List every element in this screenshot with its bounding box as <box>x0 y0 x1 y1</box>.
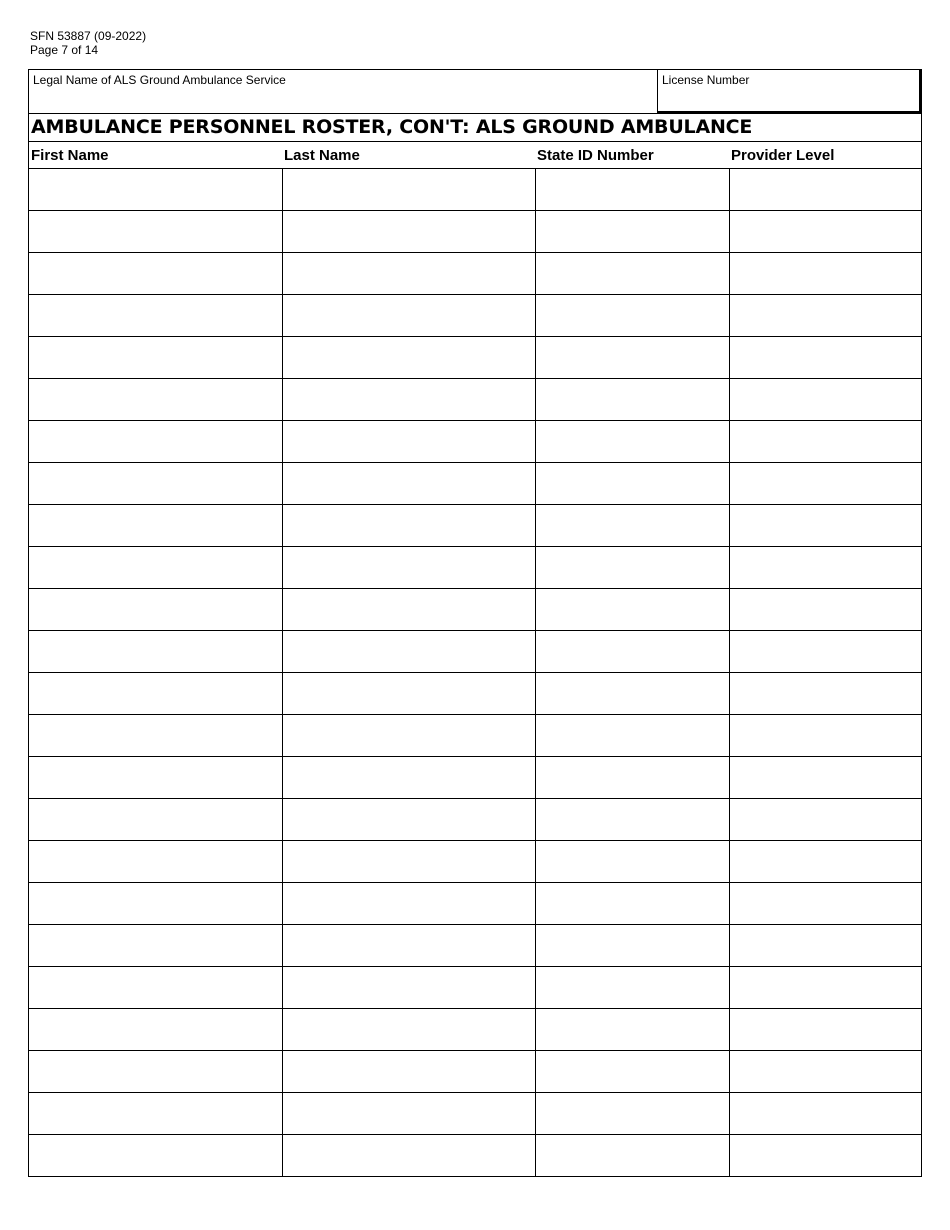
first-name-input[interactable] <box>29 757 282 798</box>
state-id-input[interactable] <box>536 421 729 462</box>
last-name-input[interactable] <box>283 547 535 588</box>
roster-cell-last-name[interactable] <box>282 799 535 841</box>
roster-cell-last-name[interactable] <box>282 505 535 547</box>
table-row <box>29 211 921 253</box>
last-name-input[interactable] <box>283 631 535 672</box>
roster-cell-state-id[interactable] <box>535 1009 729 1051</box>
service-info-row <box>29 70 921 114</box>
roster-cell-first-name[interactable] <box>29 295 282 337</box>
roster-cell-provider-level[interactable] <box>729 1009 921 1051</box>
last-name-input[interactable] <box>283 589 535 630</box>
state-id-input[interactable] <box>536 1051 729 1092</box>
last-name-input[interactable] <box>283 967 535 1008</box>
roster-cell-first-name[interactable] <box>29 631 282 673</box>
roster-cell-last-name[interactable] <box>282 883 535 925</box>
roster-cell-last-name[interactable] <box>282 1135 535 1177</box>
roster-cell-provider-level[interactable] <box>729 589 921 631</box>
roster-cell-first-name[interactable] <box>29 547 282 589</box>
roster-cell-last-name[interactable] <box>282 1051 535 1093</box>
provider-level-input[interactable] <box>730 295 922 336</box>
roster-cell-provider-level[interactable] <box>729 757 921 799</box>
roster-cell-first-name[interactable] <box>29 841 282 883</box>
state-id-input[interactable] <box>536 673 729 714</box>
roster-cell-provider-level[interactable] <box>729 1135 921 1177</box>
roster-cell-provider-level[interactable] <box>729 169 921 211</box>
roster-cell-last-name[interactable] <box>282 715 535 757</box>
roster-cell-last-name[interactable] <box>282 379 535 421</box>
roster-cell-state-id[interactable] <box>535 841 729 883</box>
last-name-input[interactable] <box>283 841 535 882</box>
roster-cell-last-name[interactable] <box>282 673 535 715</box>
first-name-input[interactable] <box>29 967 282 1008</box>
roster-cell-last-name[interactable] <box>282 463 535 505</box>
license-number-input[interactable] <box>662 89 919 109</box>
roster-cell-last-name[interactable] <box>282 757 535 799</box>
roster-cell-first-name[interactable] <box>29 589 282 631</box>
state-id-input[interactable] <box>536 799 729 840</box>
first-name-input[interactable] <box>29 799 282 840</box>
state-id-input[interactable] <box>536 967 729 1008</box>
roster-cell-state-id[interactable] <box>535 463 729 505</box>
first-name-input[interactable] <box>29 421 282 462</box>
first-name-input[interactable] <box>29 211 282 252</box>
roster-cell-provider-level[interactable] <box>729 379 921 421</box>
provider-level-input[interactable] <box>730 337 922 378</box>
roster-cell-state-id[interactable] <box>535 673 729 715</box>
provider-level-input[interactable] <box>730 883 922 924</box>
first-name-input[interactable] <box>29 379 282 420</box>
first-name-input[interactable] <box>29 547 282 588</box>
last-name-input[interactable] <box>283 337 535 378</box>
state-id-input[interactable] <box>536 1093 729 1134</box>
provider-level-input[interactable] <box>730 211 922 252</box>
table-row <box>29 673 921 715</box>
roster-cell-first-name[interactable] <box>29 169 282 211</box>
roster-cell-first-name[interactable] <box>29 337 282 379</box>
last-name-input[interactable] <box>283 1093 535 1134</box>
provider-level-input[interactable] <box>730 757 922 798</box>
roster-cell-state-id[interactable] <box>535 1051 729 1093</box>
last-name-input[interactable] <box>283 715 535 756</box>
provider-level-input[interactable] <box>730 505 922 546</box>
roster-cell-provider-level[interactable] <box>729 925 921 967</box>
state-id-input[interactable] <box>536 1009 729 1050</box>
state-id-input[interactable] <box>536 589 729 630</box>
table-row <box>29 589 921 631</box>
legal-name-field[interactable] <box>29 70 658 113</box>
state-id-input[interactable] <box>536 505 729 546</box>
last-name-input[interactable] <box>283 799 535 840</box>
roster-cell-state-id[interactable] <box>535 211 729 253</box>
roster-cell-first-name[interactable] <box>29 211 282 253</box>
roster-cell-provider-level[interactable] <box>729 421 921 463</box>
roster-cell-state-id[interactable] <box>535 799 729 841</box>
roster-cell-first-name[interactable] <box>29 463 282 505</box>
roster-cell-state-id[interactable] <box>535 169 729 211</box>
roster-cell-provider-level[interactable] <box>729 253 921 295</box>
roster-cell-state-id[interactable] <box>535 505 729 547</box>
last-name-input[interactable] <box>283 1051 535 1092</box>
roster-cell-first-name[interactable] <box>29 883 282 925</box>
provider-level-input[interactable] <box>730 1135 922 1176</box>
legal-name-input[interactable] <box>33 89 657 109</box>
roster-cell-provider-level[interactable] <box>729 673 921 715</box>
provider-level-input[interactable] <box>730 463 922 504</box>
state-id-input[interactable] <box>536 169 729 210</box>
state-id-input[interactable] <box>536 463 729 504</box>
roster-cell-provider-level[interactable] <box>729 295 921 337</box>
roster-cell-last-name[interactable] <box>282 631 535 673</box>
last-name-input[interactable] <box>283 463 535 504</box>
last-name-input[interactable] <box>283 757 535 798</box>
roster-cell-provider-level[interactable] <box>729 841 921 883</box>
roster-cell-state-id[interactable] <box>535 337 729 379</box>
roster-cell-last-name[interactable] <box>282 295 535 337</box>
first-name-input[interactable] <box>29 841 282 882</box>
roster-header-row <box>29 142 921 169</box>
roster-cell-state-id[interactable] <box>535 757 729 799</box>
table-row <box>29 715 921 757</box>
roster-cell-last-name[interactable] <box>282 169 535 211</box>
roster-cell-provider-level[interactable] <box>729 1093 921 1135</box>
provider-level-input[interactable] <box>730 631 922 672</box>
last-name-input[interactable] <box>283 1009 535 1050</box>
first-name-input[interactable] <box>29 1051 282 1092</box>
roster-cell-last-name[interactable] <box>282 337 535 379</box>
table-row <box>29 925 921 967</box>
roster-cell-provider-level[interactable] <box>729 211 921 253</box>
roster-cell-provider-level[interactable] <box>729 799 921 841</box>
roster-cell-first-name[interactable] <box>29 673 282 715</box>
table-row <box>29 1051 921 1093</box>
roster-cell-state-id[interactable] <box>535 631 729 673</box>
provider-level-input[interactable] <box>730 799 922 840</box>
state-id-input[interactable] <box>536 715 729 756</box>
first-name-input[interactable] <box>29 631 282 672</box>
state-id-input[interactable] <box>536 925 729 966</box>
provider-level-input[interactable] <box>730 253 922 294</box>
provider-level-input[interactable] <box>730 1051 922 1092</box>
first-name-input[interactable] <box>29 169 282 210</box>
roster-cell-first-name[interactable] <box>29 799 282 841</box>
last-name-input[interactable] <box>283 673 535 714</box>
column-header-last-name: Last Name <box>282 142 535 169</box>
roster-cell-first-name[interactable] <box>29 715 282 757</box>
state-id-input[interactable] <box>536 295 729 336</box>
roster-cell-provider-level[interactable] <box>729 337 921 379</box>
state-id-input[interactable] <box>536 631 729 672</box>
roster-cell-last-name[interactable] <box>282 421 535 463</box>
roster-cell-state-id[interactable] <box>535 883 729 925</box>
roster-cell-state-id[interactable] <box>535 1093 729 1135</box>
roster-cell-provider-level[interactable] <box>729 883 921 925</box>
table-row <box>29 505 921 547</box>
provider-level-input[interactable] <box>730 841 922 882</box>
first-name-input[interactable] <box>29 337 282 378</box>
table-row <box>29 421 921 463</box>
section-title: AMBULANCE PERSONNEL ROSTER, CON'T: ALS GROUND AMBULANCE <box>29 114 921 142</box>
provider-level-input[interactable] <box>730 967 922 1008</box>
roster-cell-first-name[interactable] <box>29 505 282 547</box>
column-header-first-name: First Name <box>29 142 282 169</box>
roster-cell-state-id[interactable] <box>535 925 729 967</box>
first-name-input[interactable] <box>29 673 282 714</box>
roster-cell-state-id[interactable] <box>535 715 729 757</box>
table-row <box>29 631 921 673</box>
state-id-input[interactable] <box>536 253 729 294</box>
state-id-input[interactable] <box>536 1135 729 1176</box>
roster-cell-first-name[interactable] <box>29 1009 282 1051</box>
table-row <box>29 883 921 925</box>
table-row <box>29 1135 921 1177</box>
last-name-input[interactable] <box>283 253 535 294</box>
provider-level-input[interactable] <box>730 673 922 714</box>
state-id-input[interactable] <box>536 547 729 588</box>
table-row <box>29 547 921 589</box>
roster-cell-last-name[interactable] <box>282 253 535 295</box>
roster-cell-first-name[interactable] <box>29 421 282 463</box>
last-name-input[interactable] <box>283 505 535 546</box>
state-id-input[interactable] <box>536 757 729 798</box>
table-row <box>29 295 921 337</box>
first-name-input[interactable] <box>29 925 282 966</box>
state-id-input[interactable] <box>536 841 729 882</box>
license-number-field[interactable] <box>658 70 921 113</box>
provider-level-input[interactable] <box>730 169 922 210</box>
roster-cell-state-id[interactable] <box>535 547 729 589</box>
last-name-input[interactable] <box>283 421 535 462</box>
roster-cell-state-id[interactable] <box>535 589 729 631</box>
first-name-input[interactable] <box>29 1135 282 1176</box>
roster-cell-first-name[interactable] <box>29 1093 282 1135</box>
roster-cell-last-name[interactable] <box>282 925 535 967</box>
provider-level-input[interactable] <box>730 925 922 966</box>
roster-cell-first-name[interactable] <box>29 1135 282 1177</box>
table-row <box>29 337 921 379</box>
last-name-input[interactable] <box>283 925 535 966</box>
roster-cell-state-id[interactable] <box>535 253 729 295</box>
table-row <box>29 1093 921 1135</box>
roster-cell-state-id[interactable] <box>535 1135 729 1177</box>
column-header-state-id: State ID Number <box>535 142 729 169</box>
roster-cell-last-name[interactable] <box>282 547 535 589</box>
roster-cell-first-name[interactable] <box>29 757 282 799</box>
roster-cell-provider-level[interactable] <box>729 631 921 673</box>
form-id: SFN 53887 (09-2022) <box>30 29 147 43</box>
table-row <box>29 169 921 211</box>
provider-level-input[interactable] <box>730 1009 922 1050</box>
roster-cell-provider-level[interactable] <box>729 505 921 547</box>
roster-cell-last-name[interactable] <box>282 211 535 253</box>
provider-level-input[interactable] <box>730 1093 922 1134</box>
column-header-provider-level: Provider Level <box>729 142 921 169</box>
provider-level-input[interactable] <box>730 715 922 756</box>
first-name-input[interactable] <box>29 589 282 630</box>
last-name-input[interactable] <box>283 379 535 420</box>
roster-cell-last-name[interactable] <box>282 1009 535 1051</box>
roster-cell-first-name[interactable] <box>29 967 282 1009</box>
table-row <box>29 379 921 421</box>
first-name-input[interactable] <box>29 1009 282 1050</box>
last-name-input[interactable] <box>283 1135 535 1176</box>
first-name-input[interactable] <box>29 883 282 924</box>
last-name-input[interactable] <box>283 211 535 252</box>
provider-level-input[interactable] <box>730 547 922 588</box>
license-number-label: License Number <box>662 73 750 87</box>
roster-cell-provider-level[interactable] <box>729 715 921 757</box>
table-row <box>29 799 921 841</box>
state-id-input[interactable] <box>536 337 729 378</box>
roster-cell-state-id[interactable] <box>535 295 729 337</box>
roster-cell-last-name[interactable] <box>282 841 535 883</box>
first-name-input[interactable] <box>29 715 282 756</box>
page-number: Page 7 of 14 <box>30 43 99 57</box>
first-name-input[interactable] <box>29 295 282 336</box>
last-name-input[interactable] <box>283 295 535 336</box>
first-name-input[interactable] <box>29 463 282 504</box>
state-id-input[interactable] <box>536 211 729 252</box>
table-row <box>29 967 921 1009</box>
state-id-input[interactable] <box>536 379 729 420</box>
roster-body <box>29 169 921 1177</box>
roster-cell-last-name[interactable] <box>282 589 535 631</box>
roster-form <box>28 69 922 1177</box>
table-row <box>29 253 921 295</box>
provider-level-input[interactable] <box>730 589 922 630</box>
first-name-input[interactable] <box>29 253 282 294</box>
roster-cell-last-name[interactable] <box>282 967 535 1009</box>
first-name-input[interactable] <box>29 1093 282 1134</box>
personnel-roster-table <box>29 142 921 1176</box>
roster-cell-first-name[interactable] <box>29 253 282 295</box>
provider-level-input[interactable] <box>730 379 922 420</box>
last-name-input[interactable] <box>283 883 535 924</box>
first-name-input[interactable] <box>29 505 282 546</box>
table-row <box>29 1009 921 1051</box>
table-row <box>29 841 921 883</box>
roster-cell-provider-level[interactable] <box>729 967 921 1009</box>
state-id-input[interactable] <box>536 883 729 924</box>
roster-cell-provider-level[interactable] <box>729 1051 921 1093</box>
roster-cell-first-name[interactable] <box>29 1051 282 1093</box>
last-name-input[interactable] <box>283 169 535 210</box>
legal-name-label: Legal Name of ALS Ground Ambulance Service <box>33 73 286 87</box>
roster-cell-state-id[interactable] <box>535 421 729 463</box>
table-row <box>29 463 921 505</box>
roster-cell-state-id[interactable] <box>535 967 729 1009</box>
roster-cell-last-name[interactable] <box>282 1093 535 1135</box>
roster-cell-first-name[interactable] <box>29 925 282 967</box>
roster-cell-provider-level[interactable] <box>729 547 921 589</box>
provider-level-input[interactable] <box>730 421 922 462</box>
roster-cell-state-id[interactable] <box>535 379 729 421</box>
roster-cell-provider-level[interactable] <box>729 463 921 505</box>
table-row <box>29 757 921 799</box>
roster-cell-first-name[interactable] <box>29 379 282 421</box>
